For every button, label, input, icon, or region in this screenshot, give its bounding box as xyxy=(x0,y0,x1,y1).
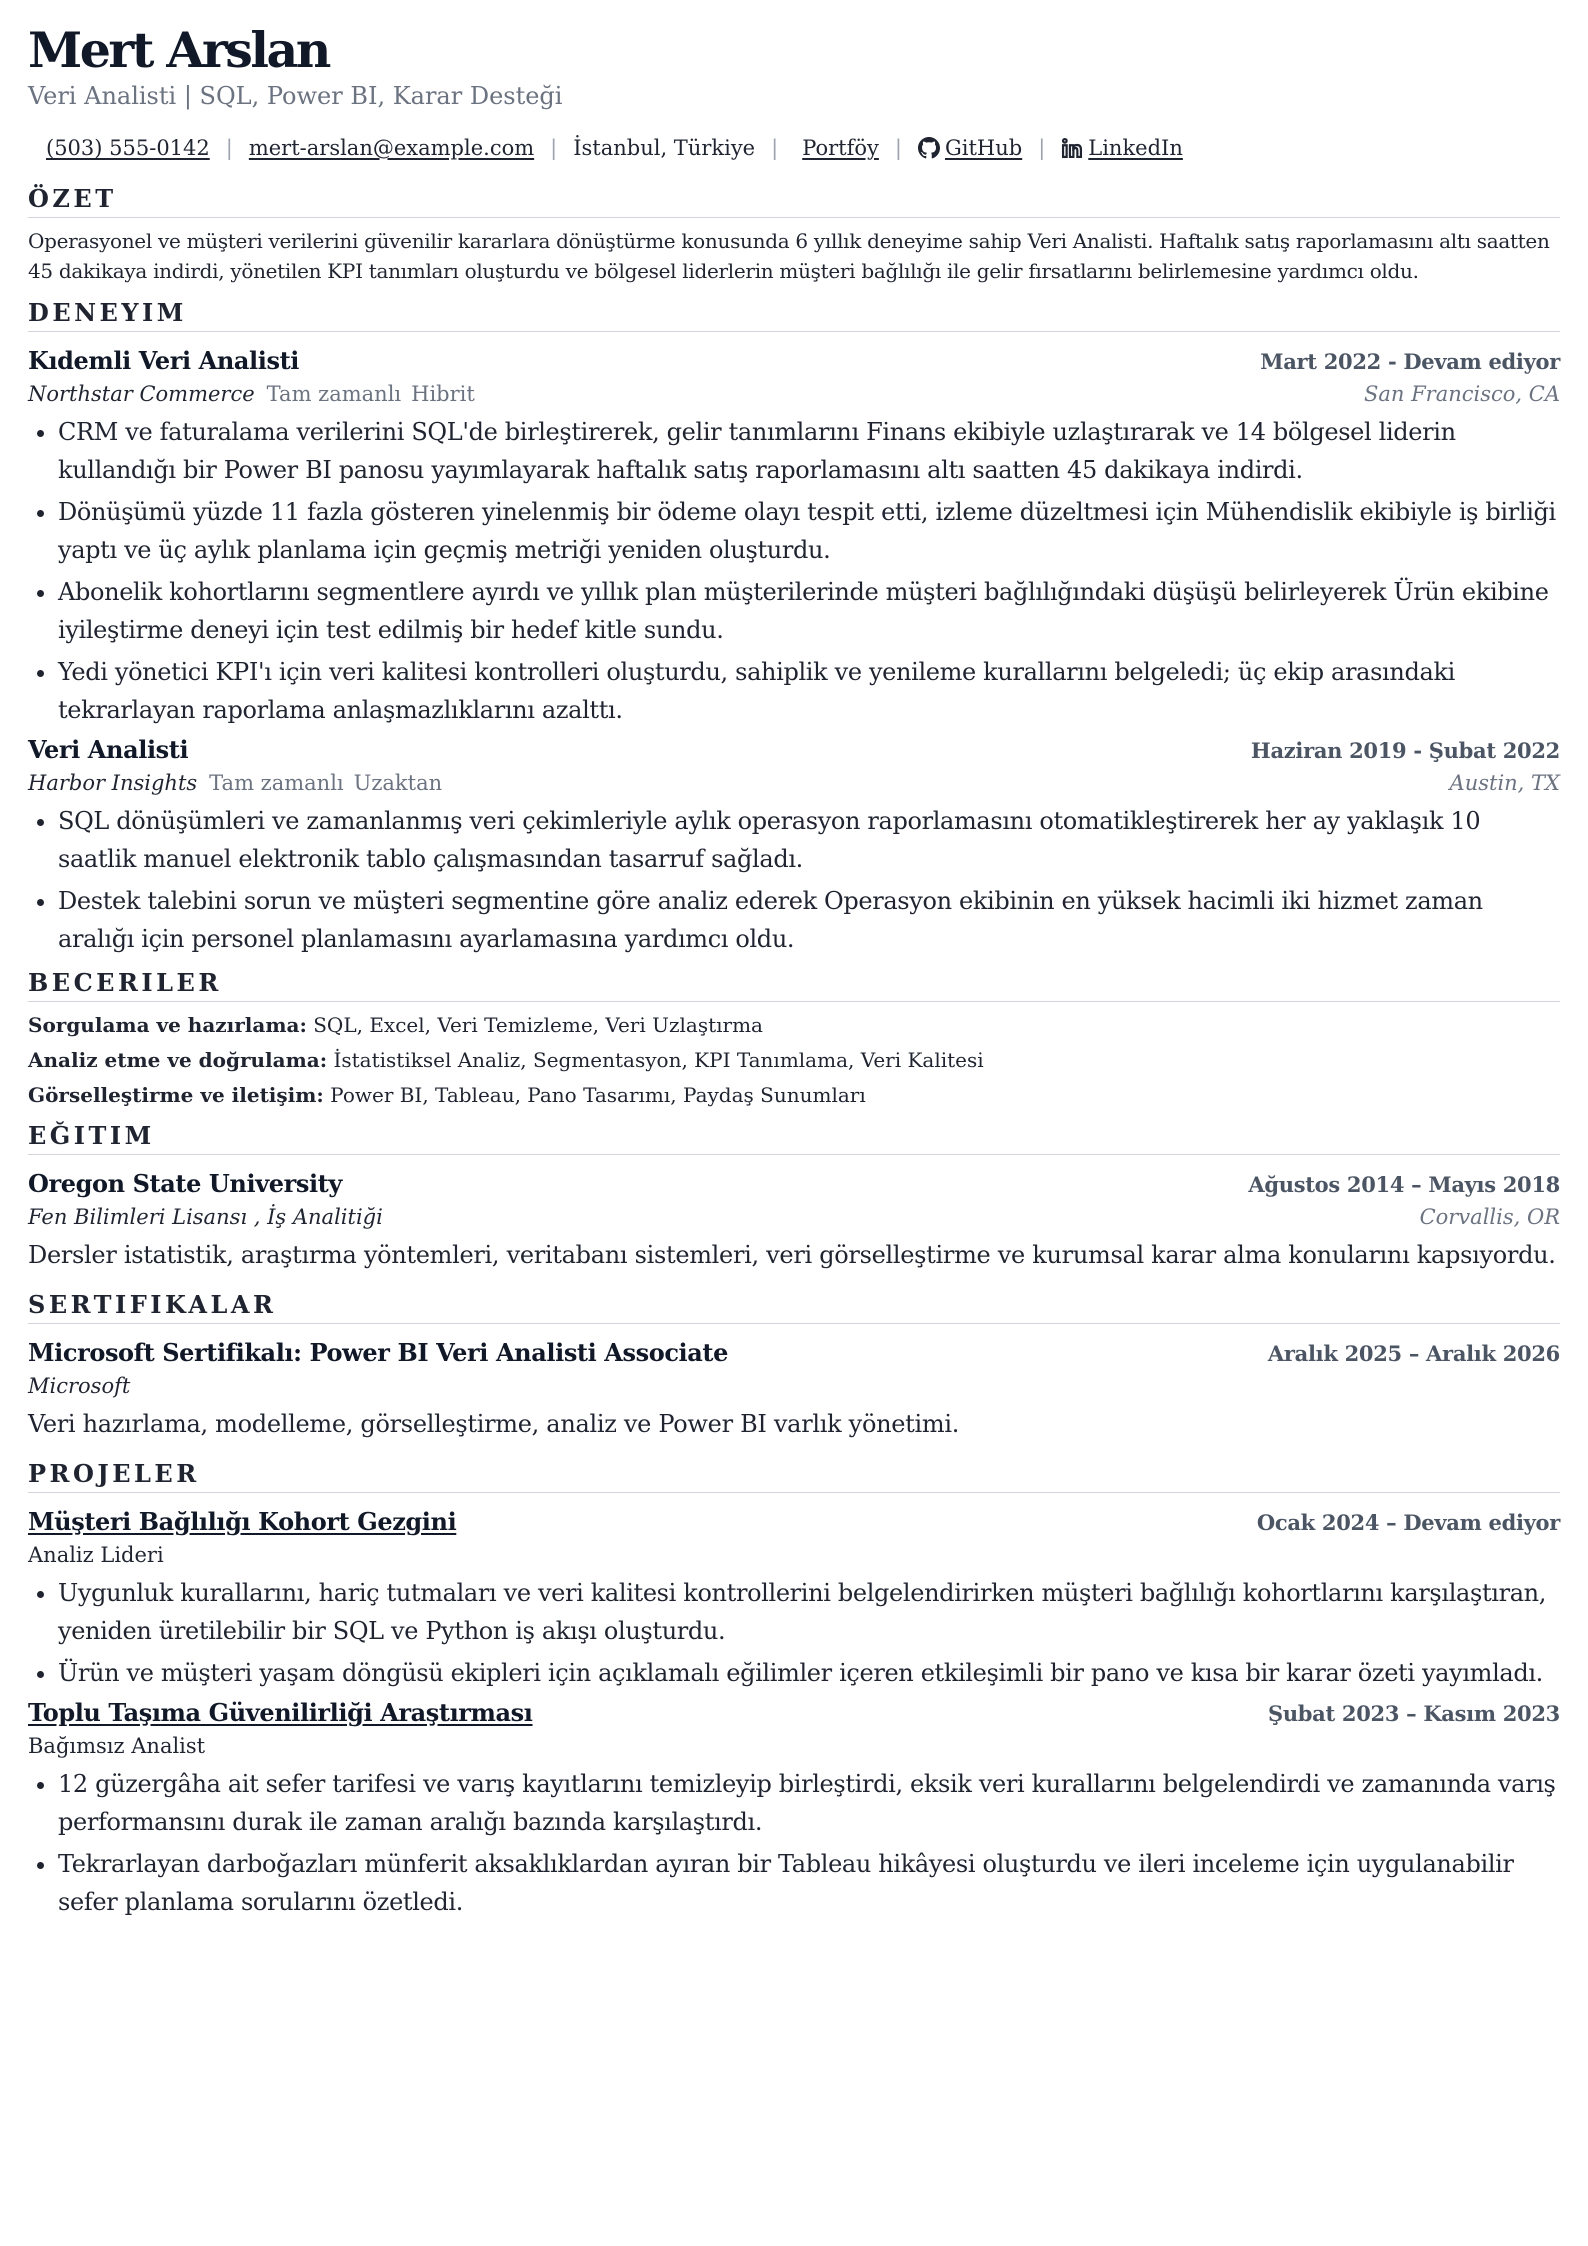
portfolio-link[interactable]: Portföy xyxy=(802,136,879,160)
skill-row xyxy=(28,1008,1560,1043)
certification-entry xyxy=(28,1336,1560,1443)
work-mode: Hibrit xyxy=(411,382,475,406)
candidate-name: Mert Arslan xyxy=(28,21,329,79)
projects-heading: PROJELER xyxy=(28,1459,1560,1493)
education-heading: EĞITIM xyxy=(28,1121,1560,1155)
list-item: • Ürün ve müşteri yaşam döngüsü ekipleri için açıklamalı eğilimler içeren etkileşimli bir pano ve kısa bir karar özeti yayımladı. xyxy=(58,1654,1560,1692)
list-item: • Tekrarlayan darboğazları münferit aksaklıklardan ayıran bir Tableau hikâyesi oluşturdu ve ileri inceleme için uygulanabilir sefer planlama sorularını özetledi. xyxy=(58,1845,1560,1921)
skill-row xyxy=(28,1078,1560,1113)
project-role: Analiz Lideri xyxy=(28,1543,164,1567)
github-icon xyxy=(918,137,940,159)
skill-label: Görselleştirme ve iletişim: xyxy=(28,1083,324,1107)
certifications-heading: SERTIFIKALAR xyxy=(28,1290,1560,1324)
work-mode: Uzaktan xyxy=(353,771,443,795)
job-title: Kıdemli Veri Analisti xyxy=(28,346,299,375)
skill-label: Analiz etme ve doğrulama: xyxy=(28,1048,328,1072)
job-bullets xyxy=(28,413,1560,729)
summary-heading: ÖZET xyxy=(28,184,1560,218)
location-text: İstanbul, Türkiye xyxy=(573,136,756,160)
list-item: • CRM ve faturalama verilerini SQL'de birleştirerek, gelir tanımlarını Finans ekibiyle uzlaştırarak ve 14 bölgesel liderin kullandığı bir Power BI panosu yayımlayarak haftalık satış raporlamasını altı saatten 45 dakikaya indirdi. xyxy=(58,413,1560,489)
job-date: Mart 2022 - Devam ediyor xyxy=(1260,349,1560,374)
contact-separator: | xyxy=(771,136,779,160)
job-location: Austin, TX xyxy=(1449,771,1560,795)
contact-separator: | xyxy=(225,136,233,160)
contact-separator: | xyxy=(1038,136,1046,160)
list-item: • Dönüşümü yüzde 11 fazla gösteren yinelenmiş bir ödeme olayı tespit etti, izleme düzeltmesi için Mühendislik ekibiyle iş birliği yaptı ve üç aylık planlama için geçmiş metriği yeniden oluşturdu. xyxy=(58,493,1560,569)
education-description: Dersler istatistik, araştırma yöntemleri, veritabanı sistemleri, veri görselleştirme ve kurumsal karar alma konularını kapsıyordu. xyxy=(28,1241,1556,1269)
headline: Veri Analisti | SQL, Power BI, Karar Desteği xyxy=(28,82,563,110)
job-date: Haziran 2019 - Şubat 2022 xyxy=(1250,738,1560,763)
skill-row xyxy=(28,1043,1560,1078)
project-entry xyxy=(28,1505,1560,1692)
contact-separator: | xyxy=(894,136,902,160)
project-date: Şubat 2023 – Kasım 2023 xyxy=(1267,1701,1560,1726)
linkedin-icon xyxy=(1061,137,1083,159)
employment-type: Tam zamanlı xyxy=(266,382,402,406)
certification-date: Aralık 2025 – Aralık 2026 xyxy=(1267,1341,1560,1366)
skill-value: SQL, Excel, Veri Temizleme, Veri Uzlaştırma xyxy=(313,1013,763,1037)
phone-link[interactable]: (503) 555-0142 xyxy=(46,136,210,160)
skill-label: Sorgulama ve hazırlama: xyxy=(28,1013,307,1037)
list-item: • SQL dönüşümleri ve zamanlanmış veri çekimleriyle aylık operasyon raporlamasını otomatikleştirerek her ay yaklaşık 10 saatlik manuel elektronik tablo çalışmasından tasarruf sağladı. xyxy=(58,802,1560,878)
list-item: • Uygunluk kurallarını, hariç tutmaları ve veri kalitesi kontrollerini belgelendirirken müşteri bağlılığı kohortlarını karşılaştıran, yeniden üretilebilir bir SQL ve Python iş akışı oluşturdu. xyxy=(58,1574,1560,1650)
list-item: • Yedi yönetici KPI'ı için veri kalitesi kontrolleri oluşturdu, sahiplik ve yenileme kurallarını belgeledi; üç ekip arasındaki tekrarlayan raporlama anlaşmazlıklarını azalttı. xyxy=(58,653,1560,729)
degree-name: Fen Bilimleri Lisansı , İş Analitiği xyxy=(28,1205,383,1229)
school-name: Oregon State University xyxy=(28,1169,342,1198)
job-location: San Francisco, CA xyxy=(1363,382,1560,406)
list-item: • 12 güzergâha ait sefer tarifesi ve varış kayıtlarını temizleyip birleştirdi, eksik veri kurallarını belgelendirdi ve zamanında varış performansını durak ile zaman aralığı bazında karşılaştırdı. xyxy=(58,1765,1560,1841)
skills-heading: BECERILER xyxy=(28,968,1560,1002)
list-item: • Abonelik kohortlarını segmentlere ayırdı ve yıllık plan müşterilerinde müşteri bağlılığındaki düşüşü belirleyerek Ürün ekibine iyileştirme deneyi için test edilmiş bir hedef kitle sundu. xyxy=(58,573,1560,649)
github-link[interactable]: GitHub xyxy=(944,136,1023,160)
project-bullets xyxy=(28,1765,1560,1921)
skill-value: Power BI, Tableau, Pano Tasarımı, Paydaş Sunumları xyxy=(330,1083,866,1107)
project-bullets xyxy=(28,1574,1560,1692)
education-location: Corvallis, OR xyxy=(1419,1205,1560,1229)
project-date: Ocak 2024 – Devam ediyor xyxy=(1256,1510,1560,1535)
project-entry xyxy=(28,1696,1560,1921)
project-role: Bağımsız Analist xyxy=(28,1734,206,1758)
list-item: • Destek talebini sorun ve müşteri segmentine göre analiz ederek Operasyon ekibinin en yüksek hacimli iki hizmet zaman aralığı için personel planlamasını ayarlamasına yardımcı oldu. xyxy=(58,882,1560,958)
experience-entry xyxy=(28,733,1560,958)
project-link[interactable]: Müşteri Bağlılığı Kohort Gezgini xyxy=(28,1507,457,1536)
project-link[interactable]: Toplu Taşıma Güvenilirliği Araştırması xyxy=(28,1698,533,1727)
certification-description: Veri hazırlama, modelleme, görselleştirme, analiz ve Power BI varlık yönetimi. xyxy=(28,1410,960,1438)
education-date: Ağustos 2014 – Mayıs 2018 xyxy=(1248,1172,1560,1197)
skills-list xyxy=(28,1008,1560,1113)
company-name: Northstar Commerce xyxy=(28,382,255,406)
company-name: Harbor Insights xyxy=(28,771,198,795)
certification-name: Microsoft Sertifikalı: Power BI Veri Analisti Associate xyxy=(28,1338,728,1367)
email-link[interactable]: mert-arslan@example.com xyxy=(248,136,535,160)
certification-issuer: Microsoft xyxy=(28,1374,131,1398)
skill-value: İstatistiksel Analiz, Segmentasyon, KPI Tanımlama, Veri Kalitesi xyxy=(333,1048,984,1072)
experience-entry xyxy=(28,344,1560,729)
summary-text: Operasyonel ve müşteri verilerini güvenilir kararlara dönüştürme konusunda 6 yıllık deneyime sahip Veri Analisti. Haftalık satış raporlamasını altı saatten 45 dakikaya indirdi, yönetilen KPI tanımları oluşturdu ve bölgesel liderlerin müşteri bağlılığı ile gelir fırsatlarını belirlemesine yardımcı oldu. xyxy=(28,229,1550,283)
job-title: Veri Analisti xyxy=(28,735,189,764)
education-entry xyxy=(28,1167,1560,1274)
contact-bar xyxy=(46,134,1560,162)
employment-type: Tam zamanlı xyxy=(209,771,344,795)
contact-separator: | xyxy=(550,136,558,160)
job-bullets xyxy=(28,802,1560,958)
linkedin-link[interactable]: LinkedIn xyxy=(1088,136,1183,160)
experience-heading: DENEYIM xyxy=(28,298,1560,332)
